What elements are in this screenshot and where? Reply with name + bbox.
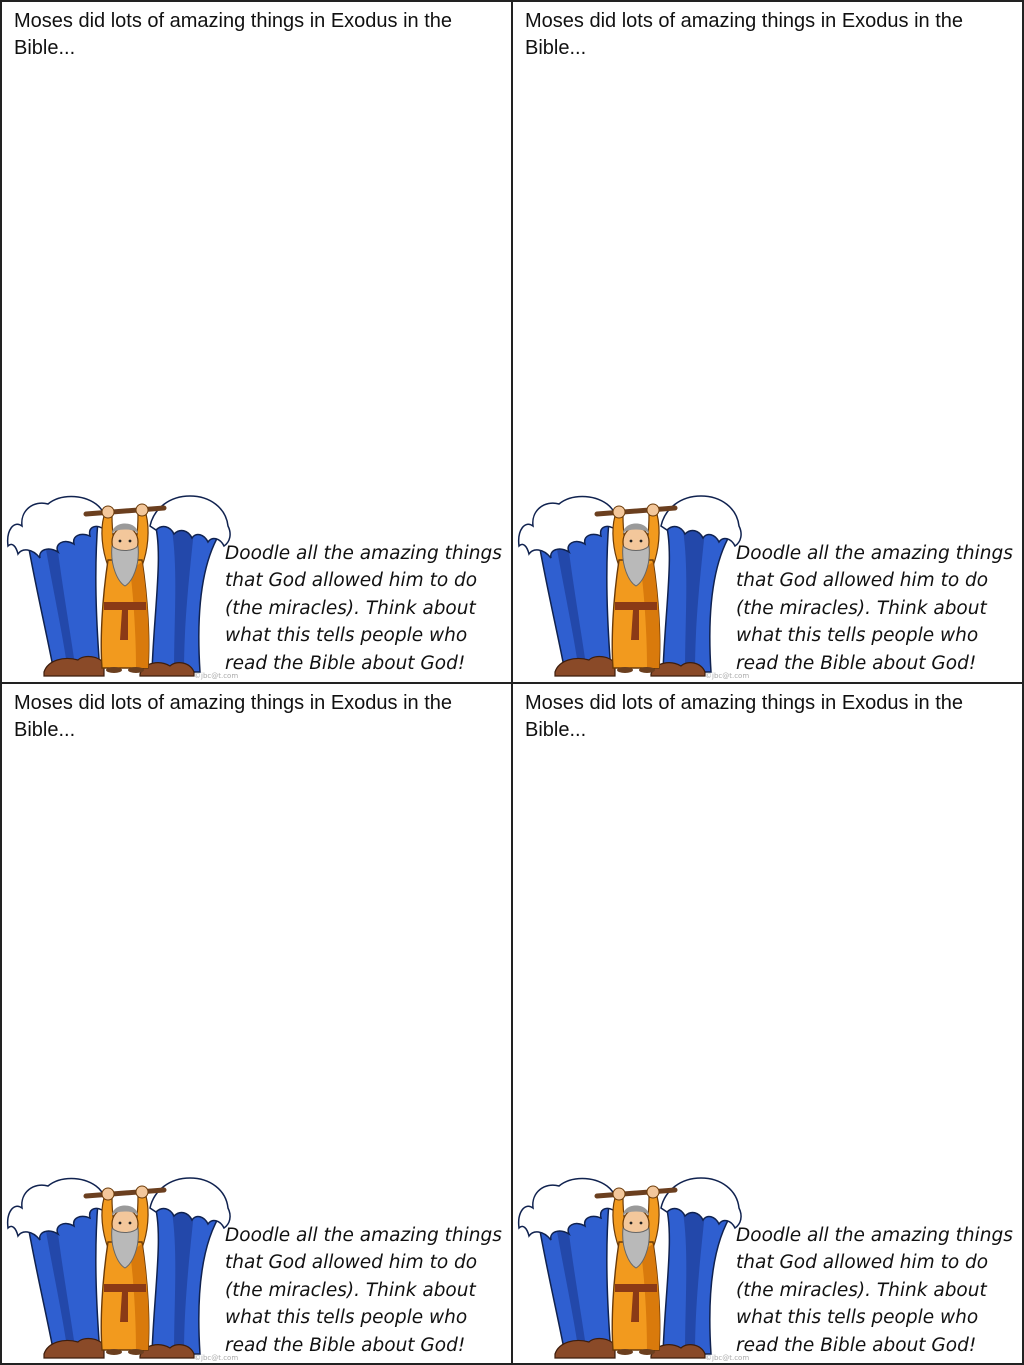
card-heading: Moses did lots of amazing things in Exodus in the Bible... xyxy=(14,692,453,741)
doodle-prompt: Doodle all the amazing things that God allowed him to do (the miracles). Think about what this tells people who read the Bible about God! xyxy=(225,543,502,674)
doodle-card-3 xyxy=(0,682,513,1365)
moses-parting-sea-icon xyxy=(4,490,240,680)
clipart-credit: ©jbc@t.com xyxy=(705,672,750,680)
clipart-credit: ©jbc@t.com xyxy=(194,1354,239,1362)
doodle-prompt: Doodle all the amazing things that God allowed him to do (the miracles). Think about what this tells people who read the Bible about God! xyxy=(736,1225,1013,1356)
moses-parting-sea-icon xyxy=(515,490,751,680)
moses-parting-sea-icon xyxy=(4,1172,240,1362)
doodle-prompt: Doodle all the amazing things that God allowed him to do (the miracles). Think about what this tells people who read the Bible about God! xyxy=(225,1225,502,1356)
clipart-credit: ©jbc@t.com xyxy=(194,672,239,680)
doodle-card-4 xyxy=(511,682,1024,1365)
card-heading: Moses did lots of amazing things in Exodus in the Bible... xyxy=(14,10,453,59)
moses-parting-sea-icon xyxy=(515,1172,751,1362)
card-heading: Moses did lots of amazing things in Exodus in the Bible... xyxy=(525,10,964,59)
doodle-prompt: Doodle all the amazing things that God allowed him to do (the miracles). Think about what this tells people who read the Bible about God! xyxy=(736,543,1013,674)
doodle-card-2 xyxy=(511,0,1024,684)
card-heading: Moses did lots of amazing things in Exodus in the Bible... xyxy=(525,692,964,741)
clipart-credit: ©jbc@t.com xyxy=(705,1354,750,1362)
doodle-card-1 xyxy=(0,0,513,684)
